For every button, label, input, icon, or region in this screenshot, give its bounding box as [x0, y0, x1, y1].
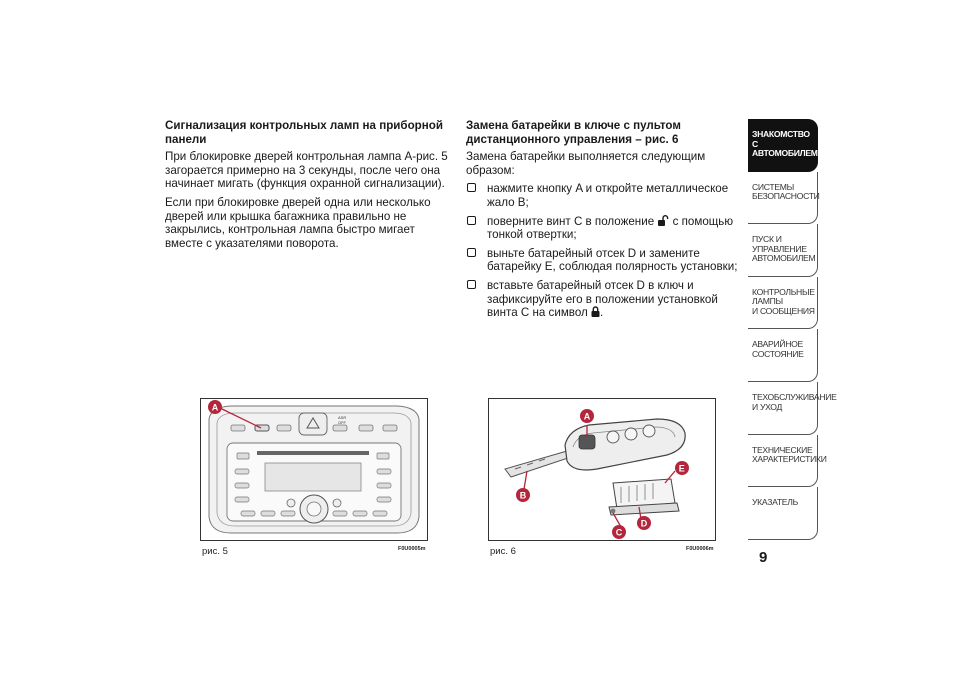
- section-heading-battery-replacement: Замена батарейки в ключе с пультом дистанционного управления – рис. 6: [466, 119, 681, 146]
- paragraph: Если при блокировке дверей одна или несколько дверей или крышка багажника правильно не закрылись, контрольная лампа быстро мигает вместе с указателями поворота.: [165, 195, 431, 250]
- unlocked-padlock-icon: [657, 215, 669, 226]
- figure-6-code: F0U0006m: [686, 546, 714, 552]
- list-item: поверните винт C в положение с помощью тонкой отвертки;: [466, 215, 742, 242]
- sidebar-item-index[interactable]: УКАЗАТЕЛЬ: [748, 487, 818, 540]
- callout-c-label: C: [615, 527, 623, 538]
- list-item: нажмите кнопку A и откройте металлическое жало B;: [466, 182, 742, 209]
- figure-5-caption: рис. 5: [202, 546, 228, 557]
- intro-paragraph: Замена батарейки выполняется следующим образом:: [466, 150, 706, 177]
- checkbox-bullet-icon: [467, 183, 476, 192]
- sidebar-item-emergency[interactable]: АВАРИЙНОЕ СОСТОЯНИЕ: [748, 329, 818, 382]
- sidebar-item-warning-lights[interactable]: КОНТРОЛЬНЫЕ ЛАМПЫ И СООБЩЕНИЯ: [748, 277, 818, 330]
- section-heading-warning-lights: Сигнализация контрольных ламп на приборной панели: [165, 119, 443, 146]
- figure-6-key-battery: [488, 398, 716, 541]
- key-illustration: [489, 399, 715, 540]
- page-number: 9: [759, 549, 768, 566]
- list-item: выньте батарейный отсек D и замените батарейку E, соблюдая полярность установки;: [466, 247, 742, 274]
- right-column: [466, 119, 742, 325]
- asr-label: ASR: [338, 415, 347, 420]
- checkbox-bullet-icon: [467, 216, 476, 225]
- list-item: вставьте батарейный отсек D в ключ и зафиксируйте его в положении установкой винта C на символ .: [466, 279, 742, 320]
- sidebar-item-intro[interactable]: ЗНАКОМСТВО С АВТОМОБИЛЕМ: [748, 119, 818, 172]
- sidebar-item-specifications[interactable]: ТЕХНИЧЕСКИЕ ХАРАКТЕРИСТИКИ: [748, 435, 818, 488]
- left-column: [165, 119, 455, 255]
- steps-list: [466, 182, 742, 319]
- callout-a-label: A: [211, 402, 219, 413]
- chapter-sidebar: [748, 119, 837, 540]
- checkbox-bullet-icon: [467, 280, 476, 289]
- sidebar-item-safety[interactable]: СИСТЕМЫ БЕЗОПАСНОСТИ: [748, 172, 818, 225]
- checkbox-bullet-icon: [467, 248, 476, 257]
- figure-5-dashboard-panel: [200, 398, 428, 541]
- callout-b-label: B: [519, 490, 527, 501]
- sidebar-item-driving[interactable]: ПУСК И УПРАВЛЕНИЕ АВТОМОБИЛЕМ: [748, 224, 818, 277]
- paragraph: При блокировке дверей контрольная лампа A-рис. 5 загорается примерно на 3 секунды, после чего она начинает мигать (функция охранной сигнализации).: [165, 150, 448, 191]
- dashboard-panel-illustration: [201, 399, 427, 540]
- figure-5-code: F0U0005m: [398, 546, 426, 552]
- callout-e-label: E: [678, 463, 685, 474]
- callout-a-label: A: [583, 411, 591, 422]
- off-label: OFF: [338, 420, 346, 425]
- sidebar-item-maintenance[interactable]: ТЕХОБСЛУЖИВАНИЕ И УХОД: [748, 382, 818, 435]
- locked-padlock-icon: [591, 306, 600, 317]
- callout-d-label: D: [640, 518, 648, 529]
- figure-6-caption: рис. 6: [490, 546, 516, 557]
